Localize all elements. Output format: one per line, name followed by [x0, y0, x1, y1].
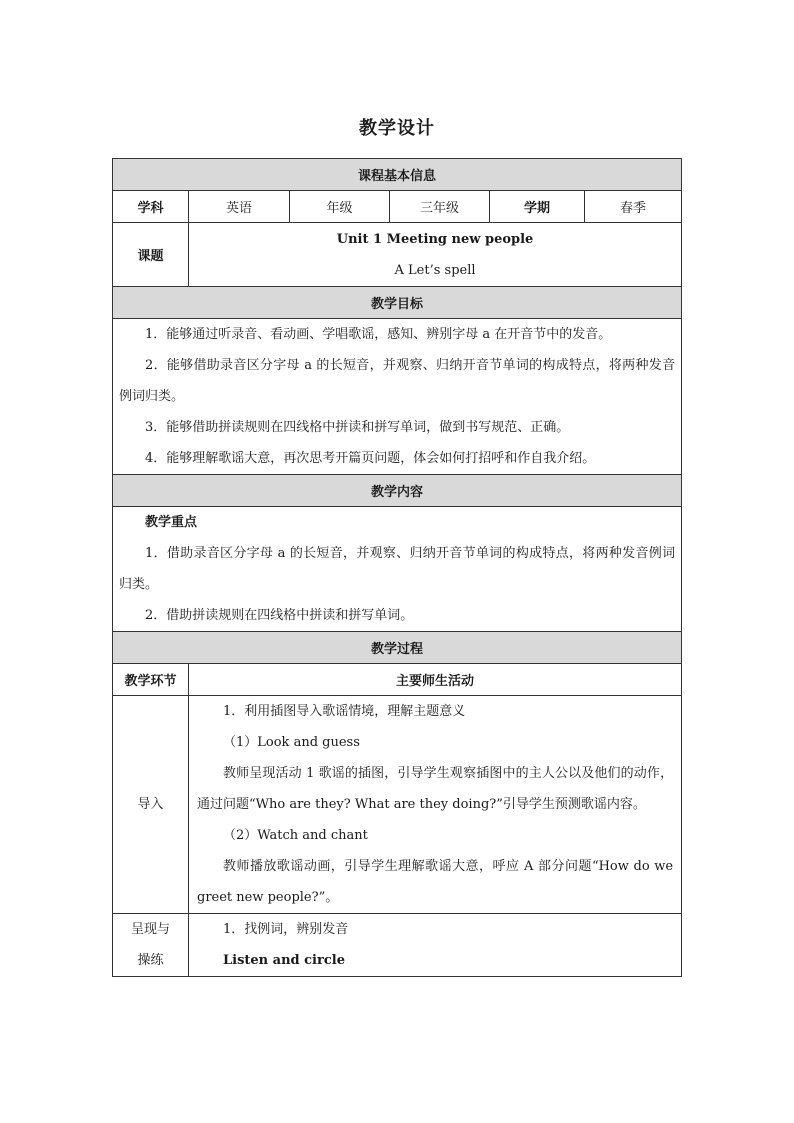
- section-header-process: 教学过程: [113, 632, 682, 664]
- content-item: 1．借助录音区分字母 a 的长短音，并观察、归纳开音节单词的构成特点，将两种发音例词归类。: [119, 546, 676, 592]
- content-list: [113, 507, 682, 632]
- objective-item: 1．能够通过听录音、看动画、学唱歌谣，感知、辨别字母 a 在开音节中的发音。: [145, 327, 612, 342]
- activity-line: 1．找例词，辨别发音: [223, 922, 349, 937]
- section-header-content: 教学内容: [113, 475, 682, 507]
- activity-line: 教师播放歌谣动画，引导学生理解歌谣大意，呼应 A 部分问题“How do we greet new people?”。: [197, 859, 674, 905]
- document-title: 教学设计: [359, 118, 435, 139]
- activity-line: 教师呈现活动 1 歌谣的插图，引导学生观察插图中的主人公以及他们的动作，通过问题“Who are they? What are they doing?”引导学生预测歌谣内容。: [197, 766, 674, 812]
- section-header-objectives: 教学目标: [113, 287, 682, 319]
- activity-line: 1．利用插图导入歌谣情境，理解主题意义: [223, 704, 466, 719]
- term-value: 春季: [585, 191, 682, 223]
- activity-line: （2）Watch and chant: [223, 828, 368, 843]
- subject-value: 英语: [189, 191, 290, 223]
- objective-item: 2．能够借助录音区分字母 a 的长短音，并观察、归纳开音节单词的构成特点，将两种发音例词归类。: [119, 358, 676, 404]
- activity-column-header: 主要师生活动: [189, 664, 682, 696]
- stage-activities: [189, 914, 682, 977]
- activity-line: Listen and circle: [223, 953, 345, 968]
- objective-item: 3．能够借助拼读规则在四线格中拼读和拼写单词，做到书写规范、正确。: [145, 420, 570, 435]
- objectives-list: [113, 319, 682, 475]
- stage-name: 导入: [113, 696, 189, 914]
- content-item: 2．借助拼读规则在四线格中拼读和拼写单词。: [145, 608, 414, 623]
- stage-column-header: 教学环节: [113, 664, 189, 696]
- teaching-focus-label: 教学重点: [145, 515, 198, 530]
- lesson-plan-table: [112, 158, 682, 977]
- activity-line: （1）Look and guess: [223, 735, 360, 750]
- grade-value: 三年级: [390, 191, 490, 223]
- stage-activities: [189, 696, 682, 914]
- grade-label: 年级: [290, 191, 390, 223]
- topic-value: [189, 223, 682, 287]
- subject-label: 学科: [113, 191, 189, 223]
- section-header-basic-info: 课程基本信息: [113, 159, 682, 191]
- topic-lesson: A Let’s spell: [394, 262, 476, 278]
- objective-item: 4．能够理解歌谣大意，再次思考开篇页问题，体会如何打招呼和作自我介绍。: [145, 451, 596, 466]
- topic-label: 课题: [113, 223, 189, 287]
- term-label: 学期: [490, 191, 585, 223]
- topic-unit: Unit 1 Meeting new people: [336, 231, 534, 247]
- stage-name: 呈现与操练: [113, 914, 189, 977]
